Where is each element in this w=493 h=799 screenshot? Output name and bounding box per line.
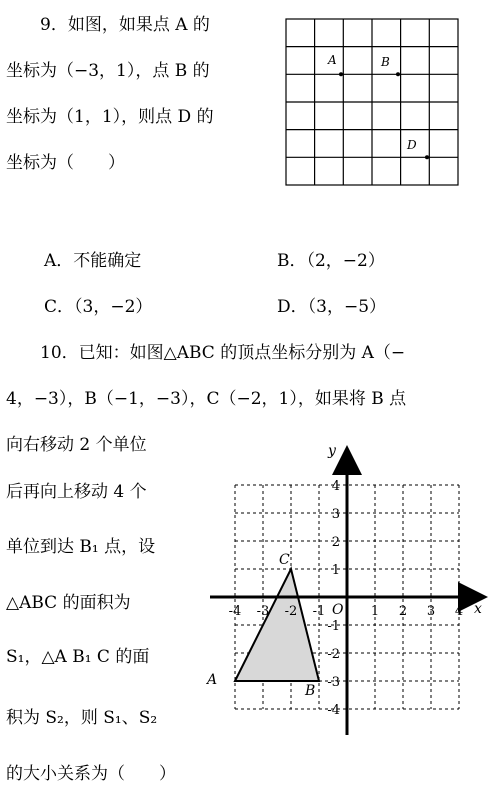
- q9-line-2: 坐标为（−3，1），点 B 的: [6, 61, 210, 81]
- y-tick-label: -4: [327, 703, 340, 718]
- x-tick-label: 3: [426, 604, 436, 619]
- x-tick-label: 2: [398, 604, 408, 619]
- x-tick-label: -4: [228, 604, 242, 619]
- x-tick-label: -1: [312, 604, 326, 619]
- y-tick-label: 1: [331, 563, 340, 578]
- y-tick-label: -2: [327, 647, 340, 662]
- q10-line-1: 10．已知：如图△ABC 的顶点坐标分别为 A（−: [40, 343, 406, 363]
- x-tick-label: -3: [256, 604, 270, 619]
- y-tick-label: 2: [331, 535, 340, 550]
- point-a-label: A: [207, 672, 218, 688]
- x-axis-label: x: [474, 601, 482, 617]
- y-tick-label: 3: [331, 507, 340, 522]
- q9-grid-figure: [285, 18, 459, 186]
- q9-point-a: [339, 72, 343, 76]
- y-tick-label: 4: [331, 479, 340, 494]
- q9-point-b: [396, 72, 400, 76]
- q9-option-c: C．（3，−2）: [44, 297, 153, 317]
- q9-label-b: B: [381, 55, 390, 69]
- y-axis-label: y: [328, 443, 336, 459]
- origin-label: O: [332, 602, 344, 618]
- q9-grid-lines: [286, 19, 458, 185]
- x-tick-label: 4: [454, 604, 464, 619]
- q10-line-3: 向右移动 2 个单位: [6, 435, 147, 455]
- q9-point-d: [425, 155, 429, 159]
- point-c-label: C: [279, 552, 290, 568]
- y-tick-label: -1: [327, 619, 340, 634]
- q9-line-4: 坐标为（ ）: [6, 153, 125, 173]
- q10-line-7: S₁，△A B₁ C 的面: [6, 647, 150, 667]
- q9-label-d: D: [407, 138, 417, 152]
- q9-option-b: B．（2，−2）: [277, 251, 385, 271]
- q10-line-8: 积为 S₂，则 S₁、S₂: [6, 708, 158, 728]
- x-tick-label: -2: [284, 604, 298, 619]
- q10-line-2: 4，−3），B（−1，−3），C（−2，1），如果将 B 点: [6, 389, 407, 409]
- q10-line-4: 后再向上移动 4 个: [6, 482, 147, 502]
- y-tick-label: -3: [327, 675, 340, 690]
- q10-coordinate-figure: [200, 437, 490, 747]
- q9-label-a: A: [328, 53, 337, 67]
- q9-option-d: D．（3，−5）: [277, 297, 387, 317]
- q9-line-3: 坐标为（1，1），则点 D 的: [6, 107, 214, 127]
- x-tick-label: 1: [370, 604, 380, 619]
- q9-line-1: 9．如图，如果点 A 的: [40, 15, 210, 35]
- q9-option-a: A．不能确定: [44, 251, 142, 271]
- q10-line-6: △ABC 的面积为: [6, 593, 131, 613]
- q10-line-5: 单位到达 B₁ 点，设: [6, 537, 156, 557]
- point-b-label: B: [305, 683, 316, 699]
- q10-line-9: 的大小关系为（ ）: [6, 764, 176, 784]
